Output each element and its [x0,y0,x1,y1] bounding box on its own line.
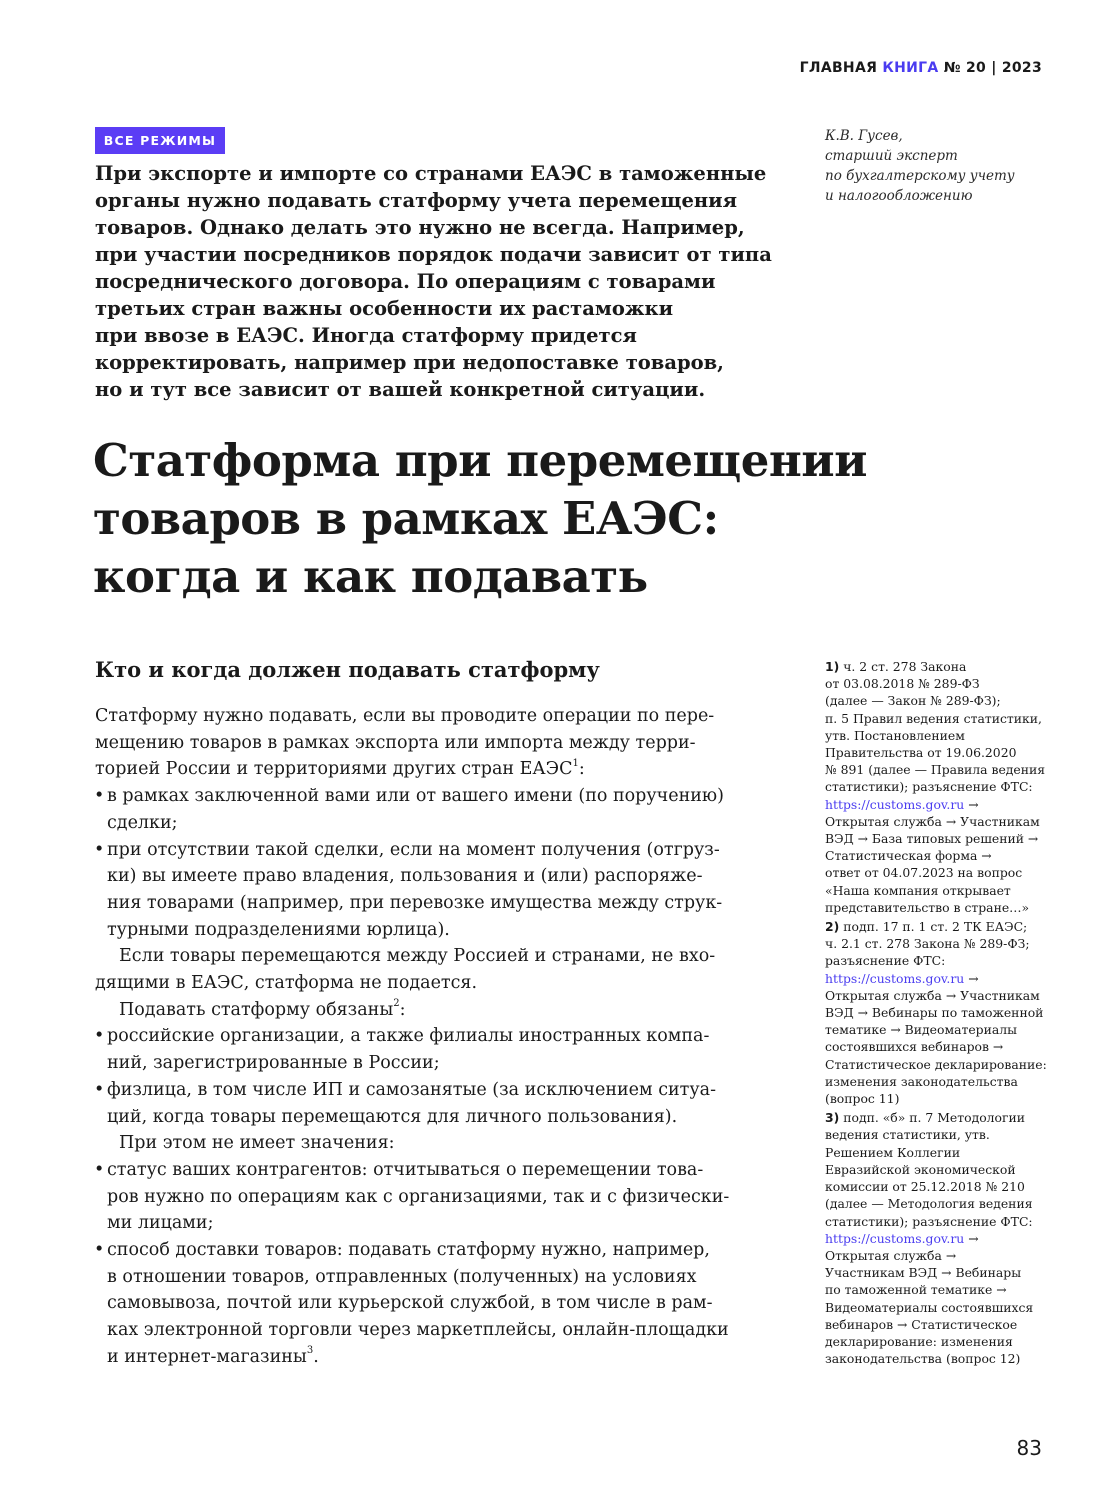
issue-number: № 20 | 2023 [938,60,1042,76]
lead-line: органы нужно подавать статформу учета перемещения [95,189,738,212]
title-line: товаров в рамках ЕАЭС: [93,492,719,545]
author-position: старший эксперт [825,148,958,164]
footnote-line: Открытая служба → Участникам [825,987,1040,1003]
footnote-line [825,970,1075,987]
footnote-line: Видеоматериалы состоявшихся [825,1299,1034,1315]
bullet-continuation: сделки; [107,812,178,833]
footnote-line: ведения статистики, утв. [825,1127,990,1143]
footnote-text: подп. «б» п. 7 Методологии [839,1110,1025,1126]
lead-line: корректировать, например при недопоставке товаров, [95,351,724,374]
bullet-continuation: ми лицами; [107,1213,214,1234]
footnote-line: Статистическое декларирование: [825,1056,1047,1072]
body-line: Статформу нужно подавать, если вы проводите операции по пере- [95,706,715,726]
footnote-line: состоявшихся вебинаров → [825,1039,1004,1055]
footnote-line: ч. 2.1 ст. 278 Закона № 289-ФЗ; [825,936,1030,952]
footnote-line: (далее — Методология ведения [825,1196,1033,1212]
body-line: дящими в ЕАЭС, статформа не подается. [95,973,478,994]
author-name: К.В. Гусев, [825,128,903,144]
title-line: Статформа при перемещении [93,434,868,487]
bullet-continuation: турными подразделениями юрлица). [107,919,450,940]
customs-link[interactable]: https://customs.gov.ru [825,1230,965,1246]
footnote-line: № 891 (далее — Правила ведения [825,762,1046,778]
footnote-line [825,1230,1075,1247]
body-text: : [578,759,585,780]
footnote-line: ВЭД → Вебинары по таможенной [825,1005,1044,1021]
body-text: : [399,999,406,1020]
bullet-continuation: ках электронной торговли через маркетплейсы, онлайн-площадки [107,1320,729,1341]
bullet-item: • при отсутствии такой сделки, если на момент получения (отгруз- [95,837,775,864]
footnote-line: «Наша компания открывает [825,882,1011,898]
article-title [93,432,993,606]
body-text: . [313,1346,319,1367]
footnote-text: ч. 2 ст. 278 Закона [839,659,967,674]
lead-line: товаров. Однако делать это нужно не всегда. Например, [95,216,745,239]
footnote-line: изменения законодательства [825,1073,1018,1089]
footnote-line: комиссии от 25.12.2018 № 210 [825,1179,1025,1195]
bullet-continuation: ки) вы имеете право владения, пользования и (или) распоряже- [107,866,703,887]
bullet-item: • физлица, в том числе ИП и самозанятые (за исключением ситуа- [95,1077,775,1104]
footnote-line: Статистическая форма → [825,848,992,864]
bullet-continuation: ния товарами (например, при перевозке имущества между струк- [107,892,723,913]
bullet-continuation: в отношении товаров, отправленных (полученных) на условиях [107,1266,697,1287]
footnote-number: 1) [825,659,840,674]
body-text: торией России и территориями других стран ЕАЭС [95,759,573,780]
lead-line: посреднического договора. По операциям с товарами [95,270,716,293]
footnote-line: Правительства от 19.06.2020 [825,745,1017,761]
footnote-line: статистики); разъяснение ФТС: [825,779,1033,795]
bullet-continuation: ров нужно по операциям как с организациями, так и с физически- [107,1186,730,1207]
footnote-ref-1[interactable]: 1 [572,757,579,769]
bullet-continuation: ний, зарегистрированные в России; [107,1053,440,1074]
rubric-badge: ВСЕ РЕЖИМЫ [95,127,225,154]
lead-line: При экспорте и импорте со странами ЕАЭС в таможенные [95,162,767,185]
footnote-line: разъяснение ФТС: [825,953,946,969]
footnote-number: 2) [825,919,840,935]
footnote-text: → [964,1230,979,1246]
bullet-item: • статус ваших контрагентов: отчитываться о перемещении това- [95,1157,775,1184]
lead-line: при участии посредников порядок подачи зависит от типа [95,243,772,266]
body-text: Подавать статформу обязаны [119,999,394,1020]
footnote-line: Решением Коллегии [825,1144,961,1160]
footnote-line [825,658,1075,675]
body-line [95,997,775,1024]
bullet-continuation [95,1344,775,1371]
lead-line: но и тут все зависит от вашей конкретной ситуации. [95,378,706,401]
section-heading: Кто и когда должен подавать статформу [95,657,600,682]
footnote-line: законодательства (вопрос 12) [825,1351,1021,1367]
footnote-line [825,796,1075,813]
footnotes-column [825,658,1075,1367]
footnote-ref-2[interactable]: 2 [393,997,400,1009]
footnote-3 [825,1109,1075,1367]
footnote-ref-3[interactable]: 3 [306,1345,314,1357]
bullet-continuation: ций, когда товары перемещаются для личного пользования). [107,1106,678,1127]
customs-link[interactable]: https://customs.gov.ru [825,970,965,986]
footnote-1 [825,658,1075,916]
footnote-line: тематике → Видеоматериалы [825,1022,1017,1038]
body-line: мещению товаров в рамках экспорта или импорта между терри- [95,732,696,753]
title-line: когда и как подавать [93,550,648,603]
body-line [95,756,775,783]
lead-paragraph [95,160,785,403]
page-number: 83 [1016,1436,1042,1460]
author-position: и налогообложению [825,188,973,204]
body-text: и интернет-магазины [107,1346,307,1367]
bullet-item: • российские организации, а также филиалы иностранных компа- [95,1023,775,1050]
bullet-item: • в рамках заключенной вами или от вашего имени (по поручению) [95,783,775,810]
footnote-line: по таможенной тематике → [825,1282,1007,1298]
footnote-line: ВЭД → База типовых решений → [825,831,1039,847]
footnote-line: статистики); разъяснение ФТС: [825,1213,1033,1229]
body-line: Если товары перемещаются между Россией и странами, не вхо- [119,946,716,967]
footnote-text: → [964,970,979,986]
footnote-line: от 03.08.2018 № 289-ФЗ [825,676,980,692]
footnote-line: утв. Постановлением [825,727,965,743]
footnote-line: Открытая служба → Участникам [825,813,1040,829]
footnote-line: (вопрос 11) [825,1091,900,1107]
author-position: по бухгалтерскому учету [825,168,1015,184]
brand-name-part2: КНИГА [882,60,939,76]
footnote-text: подп. 17 п. 1 ст. 2 ТК ЕАЭС; [839,919,1028,935]
bullet-continuation: самовывоза, почтой или курьерской службой, в том числе в рам- [107,1293,713,1314]
footnote-line: Евразийской экономической [825,1161,1016,1177]
lead-line: третьих стран важны особенности их растаможки [95,297,674,320]
footnote-line: декларирование: изменения [825,1333,1013,1349]
magazine-masthead [800,60,1042,76]
footnote-line [825,918,1075,935]
article-body [95,703,775,1371]
footnote-line: п. 5 Правил ведения статистики, [825,710,1042,726]
footnote-text: → [964,796,979,812]
footnote-line: представительство в стране…» [825,899,1030,915]
footnote-line: ответ от 04.07.2023 на вопрос [825,865,1023,881]
lead-line: при ввозе в ЕАЭС. Иногда статформу придется [95,324,637,347]
footnote-line [825,1109,1075,1126]
body-line: При этом не имеет значения: [119,1133,395,1154]
footnote-line: вебинаров → Статистическое [825,1316,1018,1332]
bullet-item: • способ доставки товаров: подавать статформу нужно, например, [95,1237,775,1264]
footnote-line: Открытая служба → [825,1247,957,1263]
footnote-line: Участникам ВЭД → Вебинары [825,1265,1022,1281]
brand-name-part1: ГЛАВНАЯ [799,60,883,76]
author-block [825,126,1065,206]
footnote-2 [825,918,1075,1107]
footnote-number: 3) [825,1110,840,1126]
customs-link[interactable]: https://customs.gov.ru [825,796,965,812]
footnote-line: (далее — Закон № 289-ФЗ); [825,693,1001,709]
